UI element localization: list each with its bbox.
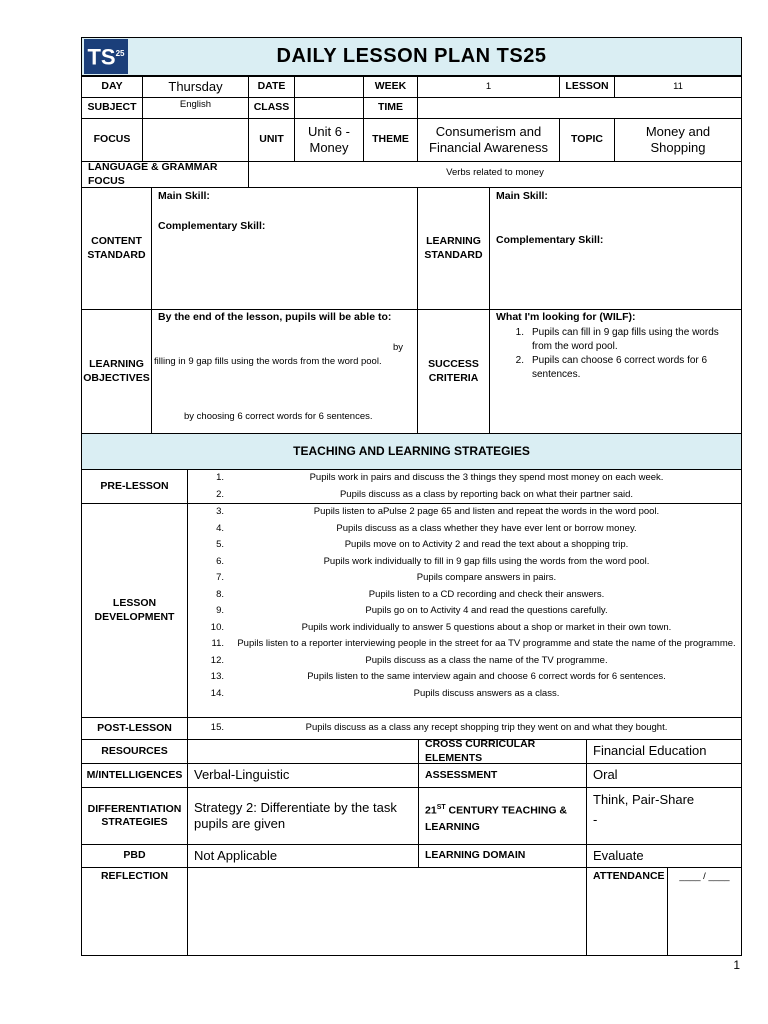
theme-value[interactable]: Consumerism and Financial Awareness [417, 118, 560, 162]
lesson-development-list [188, 504, 741, 702]
unit-label: UNIT [248, 118, 295, 162]
lesson-development-step [188, 653, 741, 670]
list-number: 2. [216, 488, 224, 500]
list-text: Pupils can fill in 9 gap fills using the words from the word pool. [532, 327, 719, 353]
topic-value[interactable]: Money and Shopping [614, 118, 742, 162]
unit-value[interactable]: Unit 6 - Money [294, 118, 364, 162]
lesson-development-step [188, 686, 741, 703]
list-number: 10. [210, 621, 224, 633]
intelligences-value[interactable]: Verbal-Linguistic [187, 763, 419, 788]
objectives-by: by [392, 342, 403, 354]
learning-complementary-skill: Complementary Skill: [496, 234, 604, 247]
pre-lesson-step [188, 487, 741, 504]
lesson-label: LESSON [559, 76, 615, 98]
pre-lesson-step [188, 470, 741, 487]
objectives-heading: By the end of the lesson, pupils will be able to: [158, 311, 392, 323]
post-lesson-step [188, 720, 741, 737]
list-number: 4. [216, 522, 224, 534]
lesson-development-step [188, 537, 741, 554]
logo-text: TS [87, 44, 116, 70]
lesson-development-step [188, 570, 741, 587]
list-number: 1. [216, 472, 224, 483]
learning-standard-box[interactable] [489, 187, 742, 310]
lesson-development-step [188, 669, 741, 686]
logo-sub: 25 [115, 49, 125, 58]
reflection-label: REFLECTION [81, 867, 188, 956]
week-value[interactable]: 1 [417, 76, 560, 98]
pbd-value[interactable]: Not Applicable [187, 844, 419, 868]
date-value[interactable] [294, 76, 364, 98]
list-number: 8. [216, 588, 224, 600]
pre-lesson-list [188, 470, 741, 503]
list-text: Pupils discuss as a class the name of the TV programme. [365, 654, 608, 666]
success-criteria-label: SUCCESS CRITERIA [417, 309, 490, 434]
list-text: Pupils listen to the same interview again and choose 6 correct words for 6 sentences. [307, 671, 666, 682]
reflection-value[interactable] [187, 867, 587, 956]
content-standard-box[interactable] [151, 187, 418, 310]
century-label [418, 787, 587, 845]
century-num: 21 [425, 804, 437, 817]
success-criteria-box[interactable] [489, 309, 742, 434]
list-number: 3. [216, 506, 224, 517]
list-text: Pupils discuss as a class by reporting back on what their partner said. [339, 488, 634, 500]
lesson-development-box[interactable] [187, 503, 742, 718]
century-sup: ST [436, 804, 446, 811]
subject-value[interactable]: English [142, 97, 249, 119]
list-text: Pupils can choose 6 correct words for 6 sentences. [532, 355, 708, 381]
language-focus-value[interactable]: Verbs related to money [248, 161, 742, 188]
post-lesson-label: POST-LESSON [81, 717, 188, 740]
class-value[interactable] [294, 97, 364, 119]
attendance-label: ATTENDANCE [586, 867, 668, 956]
list-text: Pupils work individually to answer 5 questions about a shop or market in their own town. [301, 621, 672, 633]
list-text: Pupils listen to a reporter interviewing people in the street for aa TV programme and state the name of the programme. [237, 638, 736, 649]
list-text: Pupils discuss as a class any recept shopping trip they went on and what they bought. [305, 722, 668, 733]
list-number: 12. [210, 654, 224, 666]
lesson-development-step [188, 620, 741, 637]
learning-main-skill: Main Skill: [496, 190, 548, 202]
attendance-value[interactable]: ____ / ____ [667, 867, 742, 956]
assessment-label: ASSESSMENT [418, 763, 587, 788]
list-text: Pupils discuss answers as a class. [413, 687, 560, 699]
lesson-development-label: LESSON DEVELOPMENT [81, 503, 188, 718]
list-number: 13. [210, 671, 224, 682]
day-label: DAY [81, 76, 143, 98]
list-number: 1. [515, 327, 524, 339]
lesson-development-step [188, 603, 741, 620]
success-criteria-item [496, 326, 735, 354]
lesson-value[interactable]: 11 [614, 76, 742, 98]
cross-curricular-value[interactable]: Financial Education [586, 739, 742, 764]
objectives-line2: by choosing 6 correct words for 6 sentences. [184, 410, 373, 422]
time-value[interactable] [417, 97, 742, 119]
theme-label: THEME [363, 118, 418, 162]
list-number: 6. [216, 555, 224, 567]
day-value[interactable]: Thursday [142, 76, 249, 98]
list-number: 15. [210, 722, 224, 733]
list-number: 5. [216, 539, 224, 550]
learning-domain-label: LEARNING DOMAIN [418, 844, 587, 868]
date-label: DATE [248, 76, 295, 98]
assessment-value[interactable]: Oral [586, 763, 742, 788]
pre-lesson-label: PRE-LESSON [81, 469, 188, 504]
learning-standard-label: LEARNING STANDARD [417, 187, 490, 310]
lesson-development-step [188, 504, 741, 521]
success-criteria-item [496, 354, 735, 382]
lesson-development-step [188, 636, 741, 653]
post-lesson-list [188, 720, 741, 737]
list-text: Pupils move on to Activity 2 and read the text about a shopping trip. [344, 539, 629, 550]
week-label: WEEK [363, 76, 418, 98]
century-value-box[interactable] [586, 787, 742, 845]
page-title: DAILY LESSON PLAN TS25 [276, 45, 547, 67]
subject-label: SUBJECT [81, 97, 143, 119]
learning-objectives-label: LEARNING OBJECTIVES [81, 309, 152, 434]
page-number: 1 [733, 958, 740, 972]
class-label: CLASS [248, 97, 295, 119]
cross-curricular-label: CROSS CURRICULAR ELEMENTS [418, 739, 587, 764]
content-complementary-skill: Complementary Skill: [158, 220, 266, 233]
content-standard-label: CONTENT STANDARD [81, 187, 152, 310]
list-text: Pupils discuss as a class whether they have ever lent or borrow money. [336, 522, 637, 534]
resources-value[interactable] [187, 739, 419, 764]
strategies-heading: TEACHING AND LEARNING STRATEGIES [81, 433, 742, 470]
lesson-development-step [188, 554, 741, 571]
list-number: 9. [216, 605, 224, 616]
list-number: 2. [515, 355, 524, 367]
intelligences-label: M/INTELLIGENCES [81, 763, 188, 788]
list-number: 14. [210, 687, 224, 699]
list-text: Pupils compare answers in pairs. [416, 572, 557, 583]
list-text: Pupils listen to aPulse 2 page 65 and listen and repeat the words in the word pool. [313, 506, 660, 517]
differentiation-value[interactable]: Strategy 2: Differentiate by the task pupils are given [187, 787, 419, 845]
century-value: Think, Pair-Share [593, 792, 695, 807]
list-number: 11. [211, 638, 224, 649]
century-dash: - [593, 812, 598, 827]
list-text: Pupils work in pairs and discuss the 3 things they spend most money on each week. [309, 472, 664, 483]
pre-lesson-box[interactable] [187, 469, 742, 504]
lesson-development-step [188, 521, 741, 538]
post-lesson-box[interactable] [187, 717, 742, 740]
focus-label: FOCUS [81, 118, 143, 162]
focus-value[interactable] [142, 118, 249, 162]
content-main-skill: Main Skill: [158, 190, 210, 202]
list-text: Pupils go on to Activity 4 and read the questions carefully. [365, 605, 608, 616]
time-label: TIME [363, 97, 418, 119]
list-text: Pupils work individually to fill in 9 gap fills using the words from the word pool. [323, 555, 650, 567]
learning-objectives-box[interactable] [151, 309, 418, 434]
list-text: Pupils listen to a CD recording and check their answers. [368, 588, 605, 600]
topic-label: TOPIC [559, 118, 615, 162]
century-text: CENTURY TEACHING & LEARNING [425, 804, 567, 833]
success-list [496, 326, 735, 382]
success-heading: What I'm looking for (WILF): [496, 311, 636, 323]
pbd-label: PBD [81, 844, 188, 868]
resources-label: RESOURCES [81, 739, 188, 764]
learning-domain-value[interactable]: Evaluate [586, 844, 742, 868]
list-number: 7. [216, 572, 224, 583]
lesson-development-step [188, 587, 741, 604]
language-focus-label: LANGUAGE & GRAMMAR FOCUS [81, 161, 249, 188]
objectives-line1: filling in 9 gap fills using the words from the word pool. [154, 356, 382, 367]
differentiation-label: DIFFERENTIATION STRATEGIES [81, 787, 188, 845]
